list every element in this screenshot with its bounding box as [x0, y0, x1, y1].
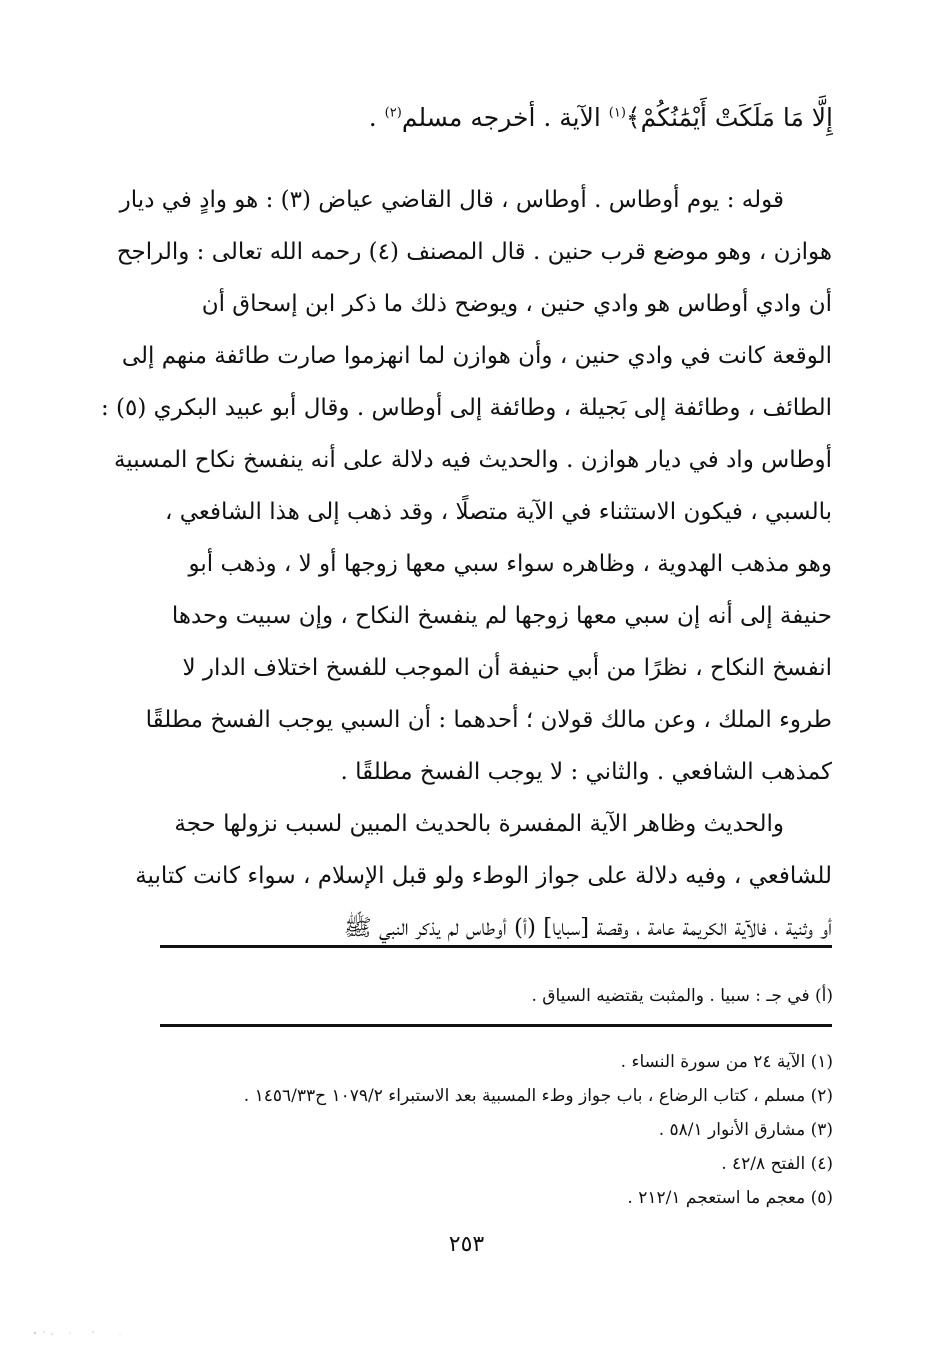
verse-citation: الآية . أخرجه مسلم [401, 103, 609, 132]
line-end: . [368, 103, 385, 132]
footnote: (٤) الفتح ٤٢/٨ . [721, 1154, 833, 1174]
text-divider [160, 945, 832, 948]
paragraph-line: قوله : يوم أوطاس . أوطاس ، قال القاضي عياض (٣) : هو وادٍ في ديار [119, 187, 784, 213]
scan-noise [30, 1328, 140, 1338]
opening-verse-line [369, 103, 833, 132]
paragraph-line: الوقعة كانت في وادي حنين ، وأن هوازن لما انهزموا صارت طائفة منهم إلى [121, 343, 832, 369]
paragraph-line: أوطاس واد في ديار هوازن . والحديث فيه دلالة على أنه ينفسخ نكاح المسبية [113, 447, 832, 473]
footnote-ref-2: (٢) [384, 105, 402, 121]
page-number: ٢٥٣ [448, 1232, 485, 1257]
paragraph-1 [100, 174, 832, 798]
footnote: (٥) معجم ما استعجم ٢١٢/١ . [627, 1188, 833, 1208]
paragraph-line: وهو مذهب الهدوية ، وظاهره سواء سبي معها زوجها أو لا ، وذهب أبو [188, 551, 832, 577]
paragraph-line: حنيفة إلى أنه إن سبي معها زوجها لم ينفسخ النكاح ، وإن سبيت وحدها [171, 603, 832, 629]
footnote: (٣) مشارق الأنوار ٥٨/١ . [658, 1120, 833, 1140]
paragraph-line: انفسخ النكاح ، نظرًا من أبي حنيفة أن الموجب للفسخ اختلاف الدار لا [182, 655, 832, 681]
footnote: (٢) مسلم ، كتاب الرضاع ، باب جواز وطء المسبية بعد الاستبراء ١٠٧٩/٢ ح١٤٥٦/٣٣ . [243, 1086, 833, 1106]
footnote: (١) الآية ٢٤ من سورة النساء . [620, 1052, 833, 1072]
footnote-ref-1: (١) [608, 105, 626, 121]
paragraph-2 [135, 798, 832, 954]
paragraph-line: أن وادي أوطاس هو وادي حنين ، ويوضح ذلك ما ذكر ابن إسحاق أن [201, 291, 832, 317]
paragraph-line: للشافعي ، وفيه دلالة على جواز الوطء ولو قبل الإسلام ، سواء كانت كتابية [135, 863, 832, 889]
paragraph-line: الطائف ، وطائفة إلى بَجيلة ، وطائفة إلى أوطاس . وقال أبو عبيد البكري (٥) : [100, 395, 832, 421]
variant-note: (أ) في جـ : سبيا . والمثبت يقتضيه السياق . [531, 986, 833, 1006]
paragraph-line: أو وثنية ، فالآية الكريمة عامة ، وقصة [سبايا] (أ) أوطاس لم يذكر النبي ﷺ [343, 915, 832, 941]
quran-fragment: إِلَّا مَا مَلَكَتْ أَيْمَٰنُكُمْ﴾ [625, 103, 833, 132]
paragraph-line: كمذهب الشافعي . والثاني : لا يوجب الفسخ مطلقًا . [340, 759, 832, 785]
paragraph-line: طروء الملك ، وعن مالك قولان ؛ أحدهما : أن السبي يوجب الفسخ مطلقًا [145, 707, 832, 733]
paragraph-line: بالسبي ، فيكون الاستثناء في الآية متصلًا ، وقد ذهب إلى هذا الشافعي ، [165, 499, 832, 525]
footnote-divider [160, 1024, 832, 1027]
paragraph-line: والحديث وظاهر الآية المفسرة بالحديث المبين لسبب نزولها حجة [174, 811, 784, 837]
paragraph-line: هوازن ، وهو موضع قرب حنين . قال المصنف (٤) رحمه الله تعالى : والراجح [116, 239, 832, 265]
